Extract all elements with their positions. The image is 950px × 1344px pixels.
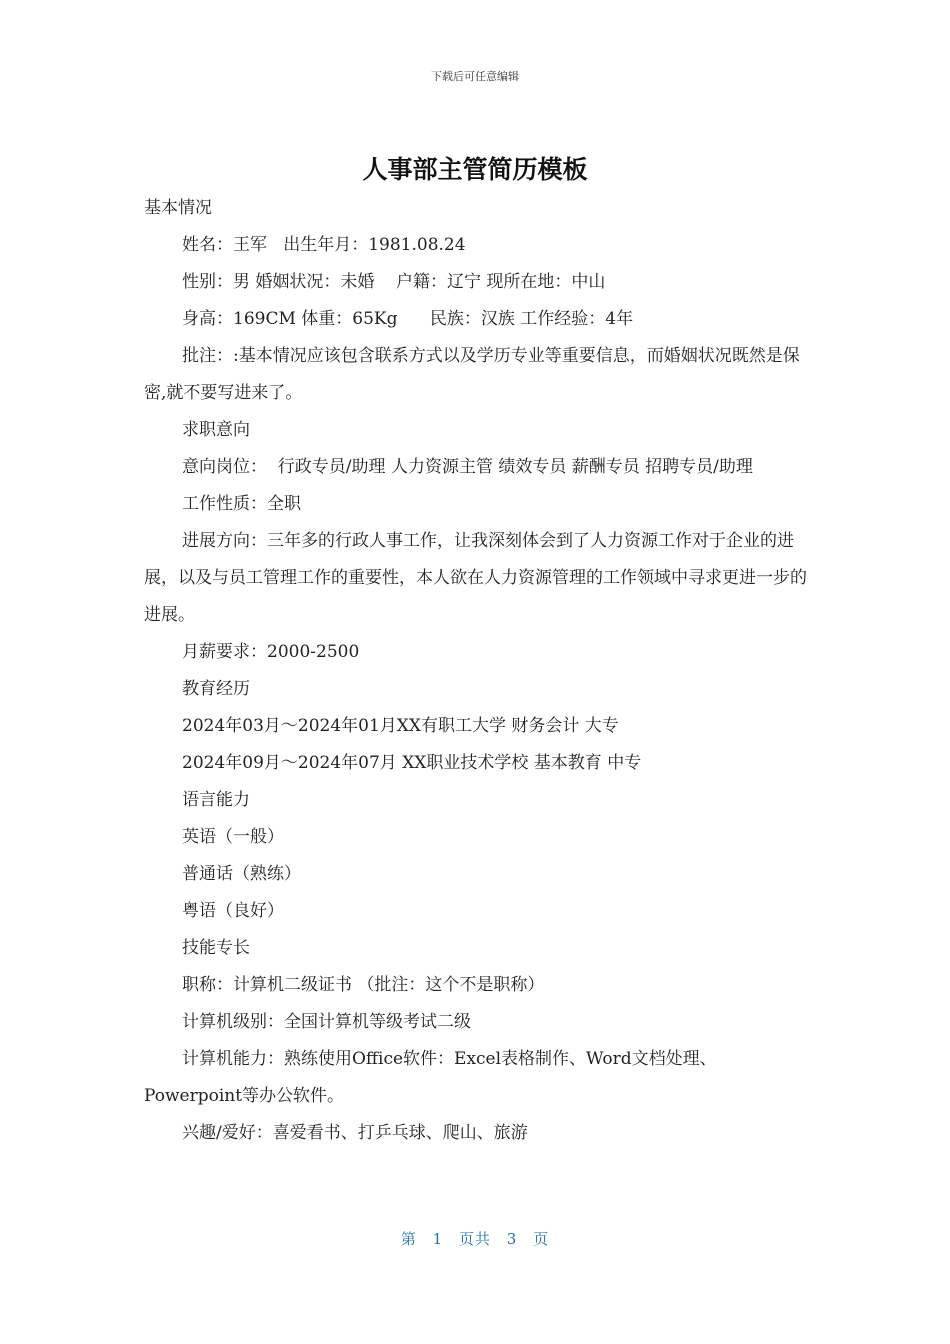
- height-weight-line: 身高：169CM 体重：65Kg 民族：汉族 工作经验：4年: [182, 309, 634, 329]
- title-certificate-line: 职称：计算机二级证书 （批注：这个不是职称）: [182, 975, 545, 995]
- target-positions-line: 意向岗位： 行政专员/助理 人力资源主管 绩效专员 薪酬专员 招聘专员/助理: [182, 457, 753, 477]
- language-item: 普通话（熟练）: [182, 864, 301, 884]
- language-item: 粤语（良好）: [182, 901, 284, 921]
- computer-ability-paragraph: 计算机能力：熟练使用Office软件：Excel表格制作、Word文档处理、Powerpoint等办公软件。: [144, 1049, 717, 1106]
- language-item: 英语（一般）: [182, 827, 284, 847]
- name-birth-line: 姓名：王军 出生年月：1981.08.24: [182, 235, 466, 255]
- document-title: 人事部主管简历模板: [362, 155, 588, 184]
- education-item: 2024年03月～2024年01月XX有职工大学 财务会计 大专: [182, 716, 619, 736]
- education-item: 2024年09月～2024年07月 XX职业技术学校 基本教育 中专: [182, 753, 642, 773]
- header-note: 下载后可任意编辑: [431, 70, 519, 83]
- salary-line: 月薪要求：2000-2500: [182, 642, 360, 662]
- section-heading-languages: 语言能力: [182, 790, 250, 810]
- computer-level-line: 计算机级别：全国计算机等级考试二级: [182, 1012, 471, 1032]
- section-heading-job-intention: 求职意向: [182, 420, 250, 440]
- section-heading-education: 教育经历: [182, 679, 250, 699]
- document-body: [144, 190, 808, 1152]
- job-type-line: 工作性质：全职: [182, 494, 301, 514]
- hobbies-line: 兴趣/爱好：喜爱看书、打乒乓球、爬山、旅游: [182, 1123, 528, 1143]
- gender-marital-line: 性别：男 婚姻状况：未婚 户籍：辽宁 现所在地：中山: [182, 272, 606, 292]
- career-direction-paragraph: 进展方向：三年多的行政人事工作，让我深刻体会到了人力资源工作对于企业的进展，以及与员工管理工作的重要性，本人欲在人力资源管理的工作领域中寻求更进一步的进展。: [144, 531, 807, 625]
- section-heading-basic-info: 基本情况: [144, 198, 212, 218]
- annotation-paragraph: 批注：:基本情况应该包含联系方式以及学历专业等重要信息，而婚姻状况既然是保密,就不要写进来了。: [144, 346, 800, 403]
- page-number: 第 1 页共 3 页: [400, 1230, 550, 1248]
- section-heading-skills: 技能专长: [182, 938, 250, 958]
